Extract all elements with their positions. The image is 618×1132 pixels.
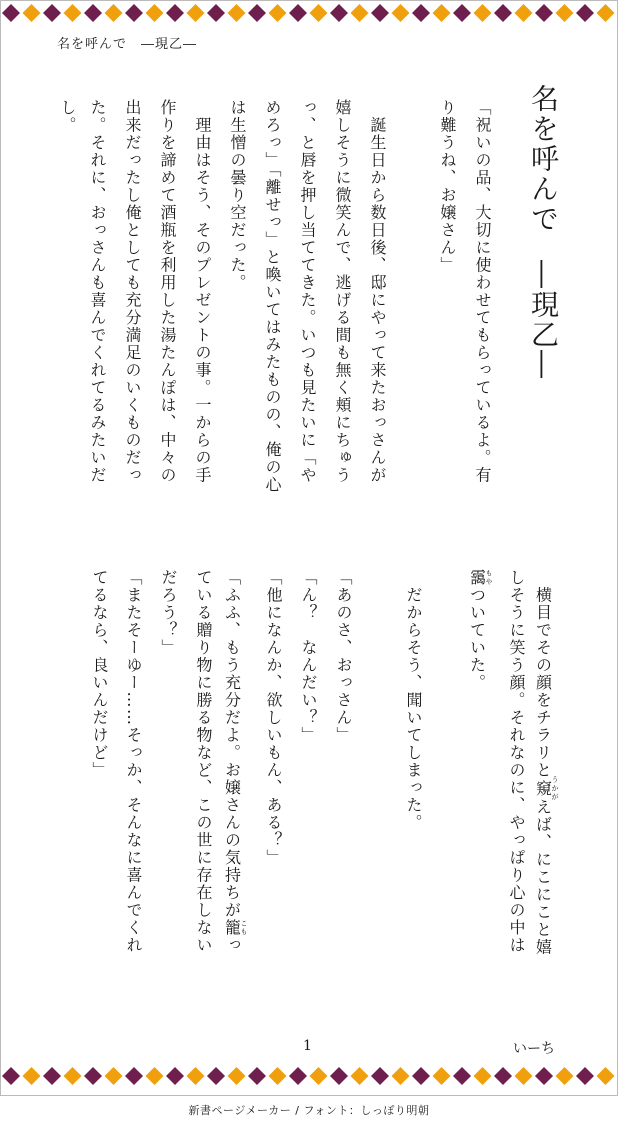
chapter-title: [526, 84, 560, 380]
diamond-ornament: [556, 4, 574, 22]
diamond-ornament: [43, 4, 61, 22]
diamond-ornament: [166, 4, 184, 22]
diamond-ornament: [146, 4, 164, 22]
decorative-diamond-border-top: [1, 1, 617, 25]
diamond-ornament: [310, 1067, 328, 1085]
diamond-ornament: [597, 1067, 615, 1085]
diamond-ornament: [535, 4, 553, 22]
diamond-ornament: [515, 1067, 533, 1085]
diamond-ornament: [330, 4, 348, 22]
diamond-ornament: [125, 1067, 143, 1085]
diamond-ornament: [474, 4, 492, 22]
credit-line: 新書ページメーカー / フォント：しっぽり明朝: [188, 1104, 430, 1117]
furigana: 靄もや: [467, 569, 493, 587]
body-column: だからそう、聞いてしまった。: [404, 569, 423, 832]
diamond-ornament: [576, 1067, 594, 1085]
diamond-ornament: [23, 4, 41, 22]
dialogue-line: ている贈り物に勝る物など、この世に存在しない: [194, 569, 213, 954]
diamond-ornament: [146, 1067, 164, 1085]
title-main: 名を呼んで: [527, 84, 560, 234]
diamond-ornament: [535, 1067, 553, 1085]
diamond-ornament: [392, 1067, 410, 1085]
chapter-label: いーち: [513, 1041, 555, 1057]
diamond-ornament: [330, 1067, 348, 1085]
diamond-ornament: [228, 4, 246, 22]
body-column: 嬉しそうに微笑んで、逃げる間も無く頬にちゅう: [333, 99, 352, 484]
diamond-ornament: [453, 4, 471, 22]
body-column: っ、と唇を押し当ててきた。いつも見たいに「や: [298, 99, 317, 484]
diamond-ornament: [494, 4, 512, 22]
diamond-ornament: [43, 1067, 61, 1085]
body-column: しそうに笑う顔。それなのに、やっぱり心の中は: [507, 569, 526, 954]
diamond-ornament: [166, 1067, 184, 1085]
diamond-ornament: [515, 4, 533, 22]
diamond-ornament: [289, 4, 307, 22]
page-number: 1: [303, 1038, 312, 1054]
dialogue-line: 「他になんか、欲しいもん、ある？」: [264, 569, 283, 867]
body-column: 誕生日から数日後、邸にやって来たおっさんが: [368, 99, 387, 484]
diamond-ornament: [187, 1067, 205, 1085]
running-header: 名を呼んで ―現乙―: [57, 37, 198, 52]
diamond-ornament: [412, 4, 430, 22]
diamond-ornament: [310, 4, 328, 22]
diamond-ornament: [474, 1067, 492, 1085]
diamond-ornament: [371, 4, 389, 22]
diamond-ornament: [494, 1067, 512, 1085]
decorative-diamond-border-bottom: [1, 1064, 617, 1088]
body-column: 作りを諦めて酒瓶を利用した湯たんぽは、中々の: [158, 99, 177, 484]
diamond-ornament: [23, 1067, 41, 1085]
body-column: 横目でその顔をチラリと窺うかがえば、にこにこと嬉: [533, 569, 559, 956]
diamond-ornament: [289, 1067, 307, 1085]
body-column: 靄もやついていた。: [467, 569, 493, 692]
body-column: た。それに、おっさんも喜んでくれてるみたいだ: [88, 99, 107, 484]
diamond-ornament: [207, 4, 225, 22]
diamond-ornament: [187, 4, 205, 22]
furigana: 窺うかが: [533, 776, 559, 802]
diamond-ornament: [105, 4, 123, 22]
title-sub: ―現乙―: [527, 260, 560, 380]
body-column: り難うね、お嬢さん」: [438, 99, 457, 274]
diamond-ornament: [453, 1067, 471, 1085]
body-column: 出来だったし俺としても充分満足のいくものだっ: [123, 99, 142, 484]
diamond-ornament: [105, 1067, 123, 1085]
diamond-ornament: [125, 4, 143, 22]
diamond-ornament: [2, 4, 20, 22]
diamond-ornament: [228, 1067, 246, 1085]
diamond-ornament: [433, 4, 451, 22]
diamond-ornament: [269, 1067, 287, 1085]
diamond-ornament: [269, 4, 287, 22]
diamond-ornament: [248, 4, 266, 22]
furigana: 籠こも: [222, 919, 248, 937]
diamond-ornament: [351, 1067, 369, 1085]
diamond-ornament: [207, 1067, 225, 1085]
diamond-ornament: [556, 1067, 574, 1085]
diamond-ornament: [597, 4, 615, 22]
body-column: めろっ」「離せっ」と喚いてはみたものの、俺の心: [263, 99, 282, 494]
body-column: 理由はそう、そのプレゼントの事。一からの手: [193, 99, 212, 484]
dialogue-line: てるなら、良いんだけど」: [90, 569, 109, 779]
body-column: し。: [58, 99, 77, 134]
dialogue-line: だろう？」: [159, 569, 178, 657]
diamond-ornament: [412, 1067, 430, 1085]
diamond-ornament: [64, 4, 82, 22]
dialogue-line: 「ふふ、もう充分だよ。お嬢さんの気持ちが籠こもっ: [222, 569, 248, 954]
diamond-ornament: [84, 1067, 102, 1085]
diamond-ornament: [576, 4, 594, 22]
diamond-ornament: [371, 1067, 389, 1085]
diamond-ornament: [392, 4, 410, 22]
diamond-ornament: [248, 1067, 266, 1085]
diamond-ornament: [64, 1067, 82, 1085]
diamond-ornament: [351, 4, 369, 22]
body-column: は生憎の曇り空だった。: [228, 99, 247, 292]
diamond-ornament: [84, 4, 102, 22]
dialogue-line: 「あのさ、おっさん」: [334, 569, 353, 744]
diamond-ornament: [2, 1067, 20, 1085]
body-column: 「祝いの品、大切に使わせてもらっているよ。有: [473, 99, 492, 484]
dialogue-line: 「またそーゆー……そっか、そんなに喜んでくれ: [124, 569, 143, 954]
diamond-ornament: [433, 1067, 451, 1085]
dialogue-line: 「ん？ なんだい？」: [299, 569, 318, 744]
